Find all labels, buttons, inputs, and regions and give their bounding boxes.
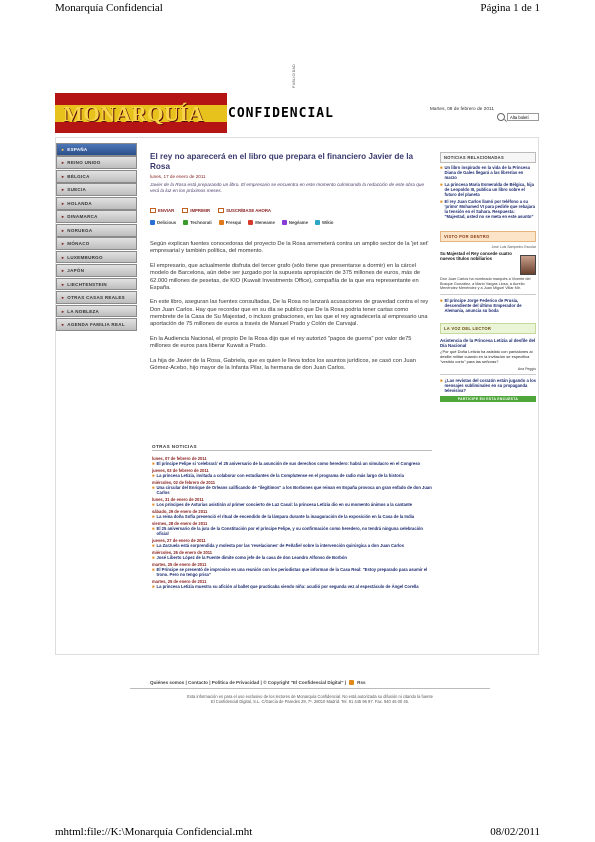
news-link[interactable]: ■ El príncipe Felipe si 'celebrará' el 25 aniversario de la asunción de sus derechos como heredero: habrá un simulacro en el Congreso bbox=[152, 461, 421, 466]
nav-item[interactable]: ► NORUEGA bbox=[56, 224, 137, 237]
article-paragraph: Según explican fuentes conocedoras del proyecto De la Rosa arremeterá contra un amplio sector de la 'jet set' empresarial y también política, del momento. bbox=[150, 241, 429, 255]
news-date: miércoles, 26 de enero de 2011 bbox=[152, 550, 213, 555]
nav-item[interactable]: ► JAPÓN bbox=[56, 264, 137, 277]
nav-item[interactable]: ► DINAMARCA bbox=[56, 210, 137, 223]
news-date: viernes, 28 de enero de 2011 bbox=[152, 521, 208, 526]
related-link[interactable]: ■ El rey Juan Carlos llamó por teléfono a su 'primo' Mohamed VI para pedirle que rebajara la tensión en el Sahara. Respuesta: "Majestad, usted no se meta en este asunto" bbox=[440, 199, 535, 219]
bullet-icon: ■ bbox=[152, 473, 155, 478]
rss-link[interactable]: Rss bbox=[357, 680, 366, 685]
arrow-icon: ► bbox=[61, 295, 66, 301]
arrow-icon: ► bbox=[61, 227, 66, 233]
brand-main: MONARQUÍA bbox=[63, 102, 204, 126]
divider bbox=[440, 374, 536, 375]
related-list bbox=[440, 165, 536, 219]
related-link[interactable]: ■ Un libro inspirado en la vida de la Princesa Diana de Gales llegará a las librerías en marzo bbox=[440, 165, 530, 180]
social-icon bbox=[248, 220, 253, 225]
voz-title[interactable]: Asistencia de la Princesa Letizia al desfile del Día Nacional bbox=[440, 337, 536, 349]
search-icon[interactable] bbox=[497, 113, 505, 121]
otras-divider bbox=[152, 450, 432, 451]
social-icon bbox=[183, 220, 188, 225]
arrow-icon: ► bbox=[61, 322, 66, 328]
footer-link-bar[interactable]: Quiénes somos | Contacto | Política de Privacidad | © Copyright "El Confidencial Digital" | bbox=[150, 680, 347, 685]
visto-feature[interactable] bbox=[440, 251, 536, 275]
social-link[interactable]: Negéame bbox=[282, 220, 308, 225]
arrow-icon: ► bbox=[61, 254, 66, 260]
nav-item[interactable]: ► LA NOBLEZA bbox=[56, 305, 137, 318]
arrow-icon: ► bbox=[61, 241, 66, 247]
bullet-icon: ■ bbox=[440, 297, 443, 303]
news-link[interactable]: ■ La Zarzuela está sorprendida y molesta por las 'revelaciones' de Peñafiel sobre la intervención quirúrgica a don Juan Carlos bbox=[152, 543, 405, 548]
nav-item[interactable]: ► LIECHTENSTEIN bbox=[56, 278, 137, 291]
article bbox=[150, 152, 432, 379]
nav-item[interactable]: ► AGENDA FAMILIA REAL bbox=[56, 318, 137, 331]
search-box bbox=[497, 113, 539, 121]
nav-item[interactable]: ► SUECIA bbox=[56, 183, 137, 196]
nav-item[interactable]: ► OTRAS CASAS REALES bbox=[56, 291, 137, 304]
poll-question[interactable]: ■ ¿Las revistas del corazón están jugando a los mensajes subliminales en su propaganda televisiva? bbox=[440, 377, 536, 393]
arrow-icon: ► bbox=[61, 146, 66, 152]
related-link[interactable]: ■ La princesa María Esmeralda de Bélgica, hija de Leopoldo III, publica un libro sobre el futuro del planeta bbox=[440, 182, 534, 197]
printer-icon bbox=[182, 208, 188, 213]
print-footer bbox=[55, 826, 540, 838]
visto-author: José Luis Sampedro Escolar bbox=[491, 245, 536, 249]
news-link[interactable]: ■ Una circular del Enrique de Orleans calificando de "ilegítimos" a los Borbones que reinan en España provoca un gran enfado de don Juan Carlos bbox=[152, 485, 432, 495]
legal-text: Esta información es para el uso exclusivo de los lectores de Monarquía Confidencial. No está autorizada su difusión ni citando la fuente El Confidencial Digital, S.L. C/García de Paredes 29, 7º. 28010 Madrid. Tel. 91 445 96 97. Fax. 940 46 00 46. bbox=[187, 694, 433, 705]
nav-item[interactable]: ► REINO UNIDO bbox=[56, 156, 137, 169]
bullet-icon: ■ bbox=[440, 199, 443, 204]
arrow-icon: ► bbox=[61, 268, 66, 274]
news-link[interactable]: ■ La reina doña Sofía presenció el ritual de encendido de la lámpara durante la inauguración de la exposición en la Casa de la India bbox=[152, 514, 415, 519]
author-portrait bbox=[520, 255, 536, 275]
voz-heading: LA VOZ DEL LECTOR bbox=[440, 323, 536, 334]
bullet-icon: ■ bbox=[440, 165, 443, 170]
bullet-icon: ■ bbox=[152, 485, 155, 490]
news-link[interactable]: ■ La princesa Letizia, invitada a colaborar con estudiantes de la Complutense en el programa de radio más largo de la historia bbox=[152, 473, 404, 478]
news-date: sábado, 29 de enero de 2011 bbox=[152, 509, 208, 514]
social-icon bbox=[282, 220, 287, 225]
voz-question: ¿Por qué Doña Letizia ha asistido con pantalones al desfile militar cuando en la invitación se especifica "vestido corto" para las señoras? bbox=[440, 349, 533, 364]
news-link[interactable]: ■ El Príncipe se presentó de improviso en una reunión con los periodistas que informan de la Casa Real: "Estoy preparado para asumir el trono. Pero no tengo prisa" bbox=[152, 567, 428, 577]
bullet-icon: ■ bbox=[152, 461, 155, 466]
article-date: lunes, 17 de enero de 2011 bbox=[150, 174, 206, 180]
arrow-icon: ► bbox=[61, 308, 66, 314]
bullet-icon: ■ bbox=[440, 377, 443, 383]
right-column bbox=[440, 152, 536, 402]
social-icon bbox=[150, 220, 155, 225]
newsletter-input[interactable] bbox=[507, 113, 539, 121]
print-url: mhtml:file://K:\Monarquía Confidencial.mht bbox=[55, 826, 253, 838]
article-paragraph: En la Audiencia Nacional, el propio De la Rosa dijo que el rey autorizó "pagos de guerra" por valor de75 millones de euros para liberar Kuwait a Prado. bbox=[150, 335, 412, 350]
visto-heading: VISTO POR DENTRO bbox=[440, 231, 536, 242]
news-date: martes, 25 de enero de 2011 bbox=[152, 562, 207, 567]
news-link[interactable]: ■ Los príncipes de Asturias asistirán al primer concierto de Luz Casal: la princesa Letizia dio en su momento ánimos a la cantante bbox=[152, 502, 413, 507]
article-paragraph: El empresario, que actualmente disfruta del tercer grafo (sólo tiene que presentarse a dormir) en la cárcel modelo de Barcelona, aún debe ser juzgado por la supuesta apropiación de 375 millones de euros, más de 62.000 millones de pesetas, de KIO (Kuwait Investments Office), compañía de la que era representante en España. bbox=[150, 262, 421, 291]
article-title: El rey no aparecerá en el libro que prepara el financiero Javier de la Rosa bbox=[150, 152, 414, 171]
arrow-icon: ► bbox=[61, 160, 66, 166]
article-lead: Javier de la Rosa está preparando un libro. El empresario se encuentra en este momento culminando la redacción de este obra que verá la luz en los próximos meses. bbox=[150, 182, 425, 194]
ad-label: PUBLICIDAD bbox=[292, 64, 296, 89]
otras-noticias-list bbox=[152, 454, 432, 589]
social-bookmarks bbox=[150, 220, 432, 225]
subscribe-button[interactable]: SUSCRÍBASE AHORA bbox=[218, 208, 271, 213]
print-title: Monarquía Confidencial bbox=[55, 2, 163, 14]
subscribe-icon bbox=[218, 208, 224, 213]
print-page-number: Página 1 de 1 bbox=[480, 2, 540, 14]
footer-divider bbox=[130, 688, 490, 689]
divider bbox=[440, 294, 536, 295]
news-date: jueves, 27 de enero de 2011 bbox=[152, 538, 206, 543]
otras-noticias-heading: OTRAS NOTICIAS bbox=[152, 444, 197, 449]
article-paragraph: En este libro, aseguran las fuentes consultadas, De la Rosa no lanzará acusaciones de gravedad contra el rey Don Juan Carlos. Hay que recordar que en su día se publicó que De la Rosa podría tener cartas como membrete de la Casa de Su Majestad, o incluso grabaciones, en las que el rey agradecería al empresario una aportación de 75 millones de euros a través de Manuel Prado y Colón de Carvajal. bbox=[150, 299, 429, 328]
bullet-icon: ■ bbox=[152, 526, 155, 531]
news-date: lunes, 31 de enero de 2011 bbox=[152, 497, 204, 502]
envelope-icon bbox=[150, 208, 156, 213]
news-date: lunes, 07 de febrero de 2011 bbox=[152, 456, 207, 461]
article-paragraph: La hija de Javier de la Rosa, Gabriela, que es quien le lleva todos los asuntos jurídicos, se casó con Juan Gómez-Acebo, hijo mayor de la Infanta Pilar, la hermana de don Juan Carlos. bbox=[150, 357, 416, 371]
bullet-icon: ■ bbox=[152, 584, 155, 589]
arrow-icon: ► bbox=[61, 281, 66, 287]
print-button[interactable]: IMPRIMIR bbox=[182, 208, 210, 213]
article-tools bbox=[150, 208, 432, 213]
brand-sub: CONFIDENCIAL bbox=[228, 106, 334, 121]
news-link[interactable]: ■ El 25 aniversario de la jura de la Constitución por el príncipe Felipe, y su confirmación como heredero, no tendrá ninguna celebración oficial bbox=[152, 526, 423, 536]
news-link[interactable]: ■ La princesa Letizia muestra su afición al ballet que practicaba siendo niña: acudió por segunda vez al espectáculo de Ángel Corella bbox=[152, 584, 419, 589]
bullet-icon: ■ bbox=[152, 567, 155, 572]
news-date: martes, 25 de enero de 2011 bbox=[152, 579, 207, 584]
bullet-icon: ■ bbox=[152, 502, 155, 507]
visto-title[interactable]: Su Majestad el Rey concede cuatro nuevos títulos nobiliarios bbox=[440, 251, 512, 262]
bullet-icon: ■ bbox=[152, 543, 155, 548]
rss-icon[interactable] bbox=[349, 680, 354, 685]
footer-links bbox=[150, 680, 500, 685]
news-date: jueves, 03 de febrero de 2011 bbox=[152, 468, 209, 473]
flag-logo[interactable] bbox=[55, 93, 227, 133]
country-nav bbox=[56, 143, 137, 332]
visto-summary: Don Juan Carlos ha nombrado marqués a Vicente del Bosque González, a Mario Vargas Llosa, a Aurelio Menéndez Menéndez y a Juan Miguel Villar Mir. bbox=[440, 277, 531, 291]
arrow-icon: ► bbox=[61, 187, 66, 193]
social-link[interactable]: Meneame bbox=[248, 220, 275, 225]
social-link[interactable]: Fresqui bbox=[219, 220, 242, 225]
arrow-icon: ► bbox=[61, 173, 66, 179]
arrow-icon: ► bbox=[61, 200, 66, 206]
poll-vote-button[interactable]: PARTICIPE EN ESTA ENCUESTA bbox=[440, 396, 536, 402]
social-link[interactable]: Wikio bbox=[315, 220, 333, 225]
nav-item[interactable]: ► ESPAÑA bbox=[56, 143, 137, 156]
nav-item[interactable]: ► BÉLGICA bbox=[56, 170, 137, 183]
print-date: 08/02/2011 bbox=[490, 826, 540, 838]
bullet-icon: ■ bbox=[152, 514, 155, 519]
social-icon bbox=[219, 220, 224, 225]
arrow-icon: ► bbox=[61, 214, 66, 220]
bullet-icon: ■ bbox=[440, 182, 443, 187]
news-link[interactable]: ■ José Liberto López de la Fuente dimite como jefe de la casa de don Leandro Alfonso de Borbón bbox=[152, 555, 347, 560]
site-banner bbox=[55, 93, 539, 133]
send-button[interactable]: ENVIAR bbox=[150, 208, 174, 213]
bullet-icon: ■ bbox=[152, 555, 155, 560]
nav-item[interactable]: ► HOLANDA bbox=[56, 197, 137, 210]
news-date: miércoles, 02 de febrero de 2011 bbox=[152, 480, 216, 485]
header-date: Martes, 08 de febrero de 2011 bbox=[429, 107, 494, 112]
social-link[interactable]: Technorati bbox=[183, 220, 212, 225]
visto-extra[interactable]: ■ El príncipe Jorge Federico de Prusia, descendiente del último Emperador de Alemania, anuncia su boda bbox=[440, 297, 522, 313]
voz-author: Ana Peggio bbox=[517, 366, 536, 371]
social-icon bbox=[315, 220, 320, 225]
print-header bbox=[55, 2, 540, 14]
nav-item[interactable]: ► MÓNACO bbox=[56, 237, 137, 250]
article-body bbox=[150, 241, 432, 372]
nav-item[interactable]: ► LUXEMBURGO bbox=[56, 251, 137, 264]
related-heading: NOTICIAS RELACIONADAS bbox=[440, 152, 536, 163]
social-link[interactable]: Delicious bbox=[150, 220, 176, 225]
